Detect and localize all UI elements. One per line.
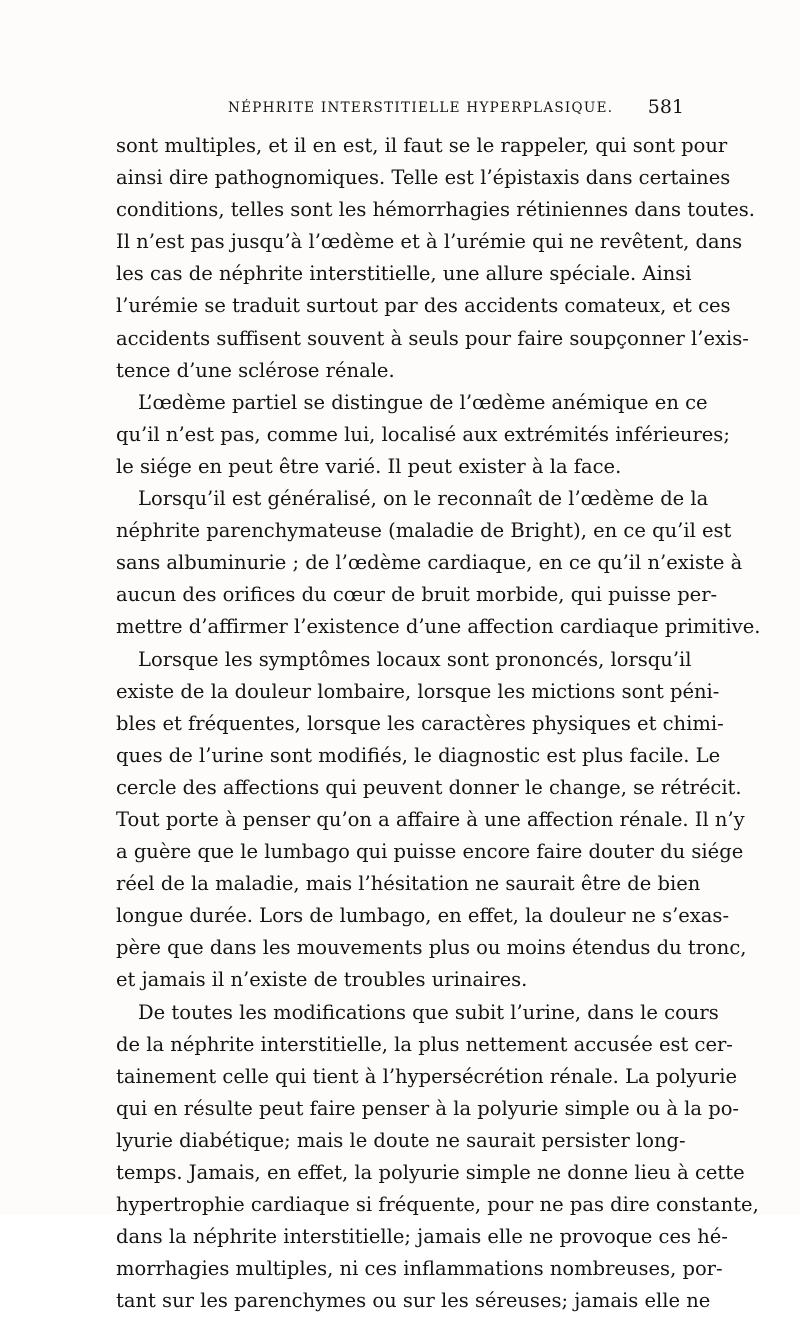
text-line: De toutes les modifications que subit l’urine, dans le cours — [138, 1000, 719, 1024]
text-line: Tout porte à penser qu’on a affaire à une affection rénale. Il n’y — [116, 807, 745, 831]
text-line: et jamais il n’existe de troubles urinaires. — [116, 968, 528, 992]
page-number: 581 — [647, 96, 684, 118]
text-line: qui en résulte peut faire penser à la polyurie simple ou à la po- — [116, 1096, 740, 1120]
text-line: lyurie diabétique; mais le doute ne saurait persister long- — [116, 1128, 686, 1152]
text-line: sont multiples, et il en est, il faut se le rappeler, qui sont pour — [116, 134, 728, 157]
body-text — [116, 130, 761, 1317]
text-line: conditions, telles sont les hémorrhagies rétiniennes dans toutes. — [116, 198, 755, 222]
text-line: tant sur les parenchymes ou sur les séreuses; jamais elle ne — [116, 1289, 711, 1313]
running-title: NÉPHRITE INTERSTITIELLE HYPERPLASIQUE. — [228, 100, 614, 116]
text-line: de la néphrite interstitielle, la plus nettement accusée est cer- — [116, 1032, 733, 1056]
text-line: l’urémie se traduit surtout par des accidents comateux, et ces — [116, 294, 731, 318]
text-line: cercle des affections qui peuvent donner le change, se rétrécit. — [116, 775, 742, 799]
text-line: père que dans les mouvements plus ou moins étendus du tronc, — [116, 936, 747, 960]
text-line: néphrite parenchymateuse (maladie de Bright), en ce qu’il est — [116, 519, 732, 543]
text-line: les cas de néphrite interstitielle, une allure spéciale. Ainsi — [116, 262, 692, 286]
text-line: le siége en peut être varié. Il peut exister à la face. — [116, 454, 622, 478]
text-line: réel de la maladie, mais l’hésitation ne saurait être de bien — [116, 872, 701, 896]
text-line: Lorsqu’il est généralisé, on le reconnaît de l’œdème de la — [138, 487, 709, 511]
text-line: temps. Jamais, en effet, la polyurie simple ne donne lieu à cette — [116, 1161, 745, 1184]
text-line: tainement celle qui tient à l’hypersécrétion rénale. La polyurie — [116, 1064, 737, 1088]
text-line: bles et fréquentes, lorsque les caractères physiques et chimi- — [116, 711, 724, 735]
text-line: ques de l’urine sont modifiés, le diagnostic est plus facile. Le — [116, 743, 721, 767]
text-line: morrhagies multiples, ni ces inflammations nombreuses, por- — [116, 1257, 723, 1281]
text-line: Il n’est pas jusqu’à l’œdème et à l’urémie qui ne revêtent, dans — [116, 230, 743, 254]
text-line: L’œdème partiel se distingue de l’œdème anémique en ce — [138, 390, 708, 414]
running-head — [116, 96, 684, 122]
text-line: tence d’une sclérose rénale. — [116, 358, 395, 382]
text-line: mettre d’affirmer l’existence d’une affection cardiaque primitive. — [116, 615, 761, 639]
text-line: a guère que le lumbago qui puisse encore faire douter du siége — [116, 840, 744, 864]
text-line: aucun des orifices du cœur de bruit morbide, qui puisse per- — [116, 583, 718, 607]
text-line: longue durée. Lors de lumbago, en effet, la douleur ne s’exas- — [116, 904, 730, 928]
text-line: Lorsque les symptômes locaux sont prononcés, lorsqu’il — [138, 647, 692, 671]
text-line: qu’il n’est pas, comme lui, localisé aux extrémités inférieures; — [116, 422, 730, 446]
text-line: existe de la douleur lombaire, lorsque les mictions sont péni- — [116, 679, 720, 703]
text-line: hypertrophie cardiaque si fréquente, pour ne pas dire constante, — [116, 1193, 759, 1217]
text-line: ainsi dire pathognomiques. Telle est l’épistaxis dans certaines — [116, 166, 731, 190]
text-line: sans albuminurie ; de l’œdème cardiaque, en ce qu’il n’existe à — [116, 551, 743, 575]
text-line: accidents suffisent souvent à seuls pour faire soupçonner l’exis- — [116, 326, 749, 350]
text-line: dans la néphrite interstitielle; jamais elle ne provoque ces hé- — [116, 1225, 728, 1249]
